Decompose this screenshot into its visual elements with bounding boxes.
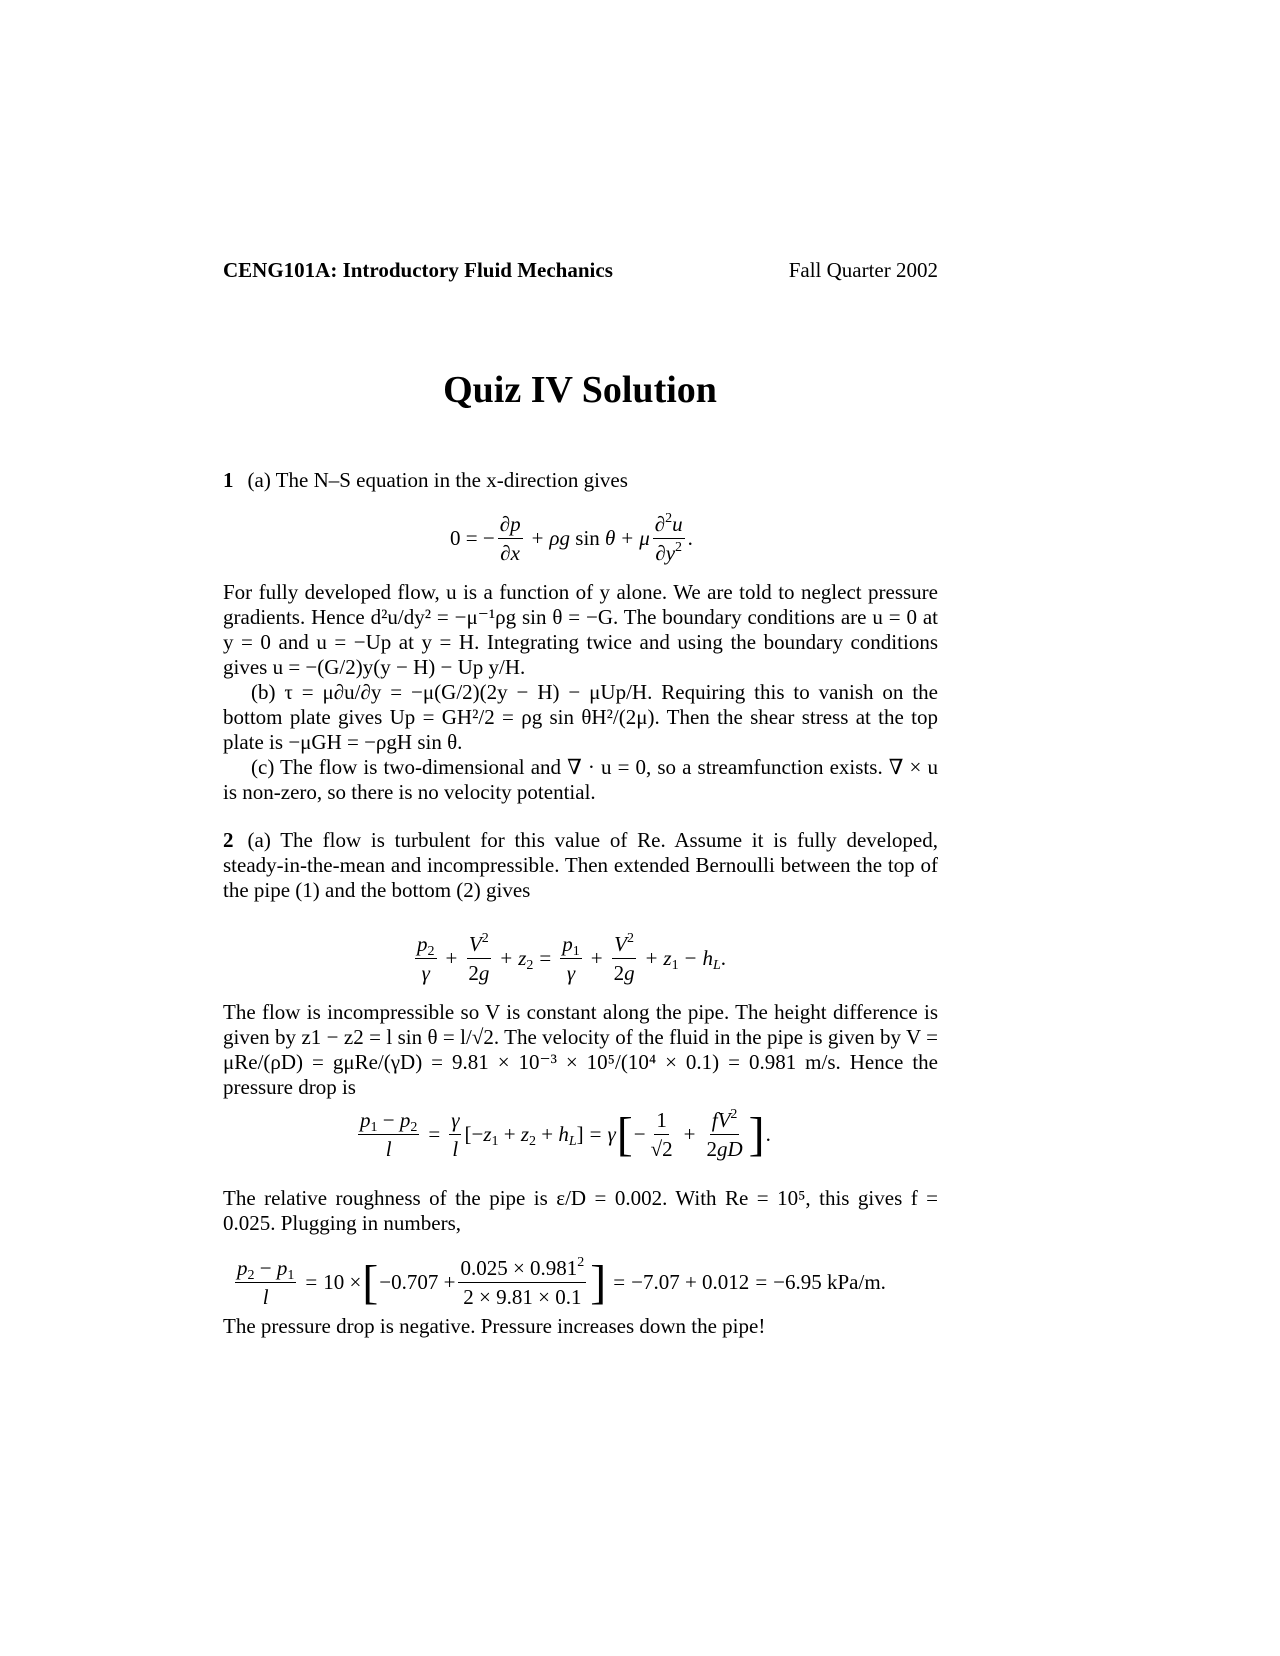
q2-intro-text: (a) The flow is turbulent for this value of Re. Assume it is fully developed, steady-in-the-mean and incompressible. Then extended Bernoulli between the top of the pipe (1) and the bottom (2) gives xyxy=(223,828,938,902)
q1-a-intro: (a) The N–S equation in the x-direction gives xyxy=(247,468,628,492)
q2-body2: The relative roughness of the pipe is ε/D = 0.002. With Re = 10⁵, this gives f = 0.025. Plugging in numbers, xyxy=(223,1186,938,1235)
page-title: Quiz IV Solution xyxy=(443,369,717,411)
q1-equation: 0 = − $\frac{\partial p}{\partial x}$ + ρg sin θ + μ $\frac{\partial^2u}{\partial y^2}$ . xyxy=(450,511,693,565)
q2-number: 2 xyxy=(223,828,234,852)
q1-number: 1 xyxy=(223,468,234,492)
q1-body xyxy=(223,580,938,805)
q2-conclusion: The pressure drop is negative. Pressure increases down the pipe! xyxy=(223,1314,766,1338)
q1-intro xyxy=(223,468,938,493)
pressure-drop-equation: $\frac{p_1 - p_2}{l}$ = $\frac{\gamma}{l}$ $[-z_1 + z_2 + h_L]$ = γ [ − $\frac{1}{√2}$ + $\frac{fV^2}{2gD}$ ] . xyxy=(360,1107,771,1161)
q1-a-body: For fully developed flow, u is a function of y alone. We are told to neglect pressure gradients. Hence d²u/dy² = −μ⁻¹ρg sin θ = −G. The boundary conditions are u = 0 at y = 0 and u = −Up at y = H. Integrating twice and using the boundary conditions gives u = −(G/2)y(y − H) − Up y/H. xyxy=(223,580,938,679)
q1-b: (b) τ = μ∂u/∂y = −μ(G/2)(2y − H) − μUp/H. Requiring this to vanish on the bottom plate gives Up = GH²/2 = ρg sin θH²/(2μ). Then the shear stress at the top plate is −μGH = −ρgH sin θ. xyxy=(223,680,938,754)
numeric-equation: $\frac{p_2 - p_1}{l}$ = 10 × [ −0.707 + $\frac{0.025 \times 0.981^2}{2 \times 9.81 \times 0.1}$ ] = −7.07 + 0.012 = −6.95 kPa/m. xyxy=(237,1255,886,1309)
term-label: Fall Quarter 2002 xyxy=(788,258,938,282)
q2-body1: The flow is incompressible so V is constant along the pipe. The height difference is given by z1 − z2 = l sin θ = l/√2. The velocity of the fluid in the pipe is given by V = μRe/(ρD) = gμRe/(γD) = 9.81 × 10⁻³ × 10⁵/(10⁴ × 0.1) = 0.981 m/s. Hence the pressure drop is xyxy=(223,1000,938,1099)
course-title: CENG101A: Introductory Fluid Mechanics xyxy=(223,258,613,282)
bernoulli-equation: $\frac{p_2}{\gamma}$ + $\frac{V^2}{2g}$ + $z_2$ = $\frac{p_1}{\gamma}$ + $\frac{V^2}{2g}$ + $z_1$ − $h_L$. xyxy=(417,931,726,985)
q1-c: (c) The flow is two-dimensional and ∇ · u = 0, so a streamfunction exists. ∇ × u is non-zero, so there is no velocity potential. xyxy=(223,755,938,804)
q2-intro xyxy=(223,828,938,903)
